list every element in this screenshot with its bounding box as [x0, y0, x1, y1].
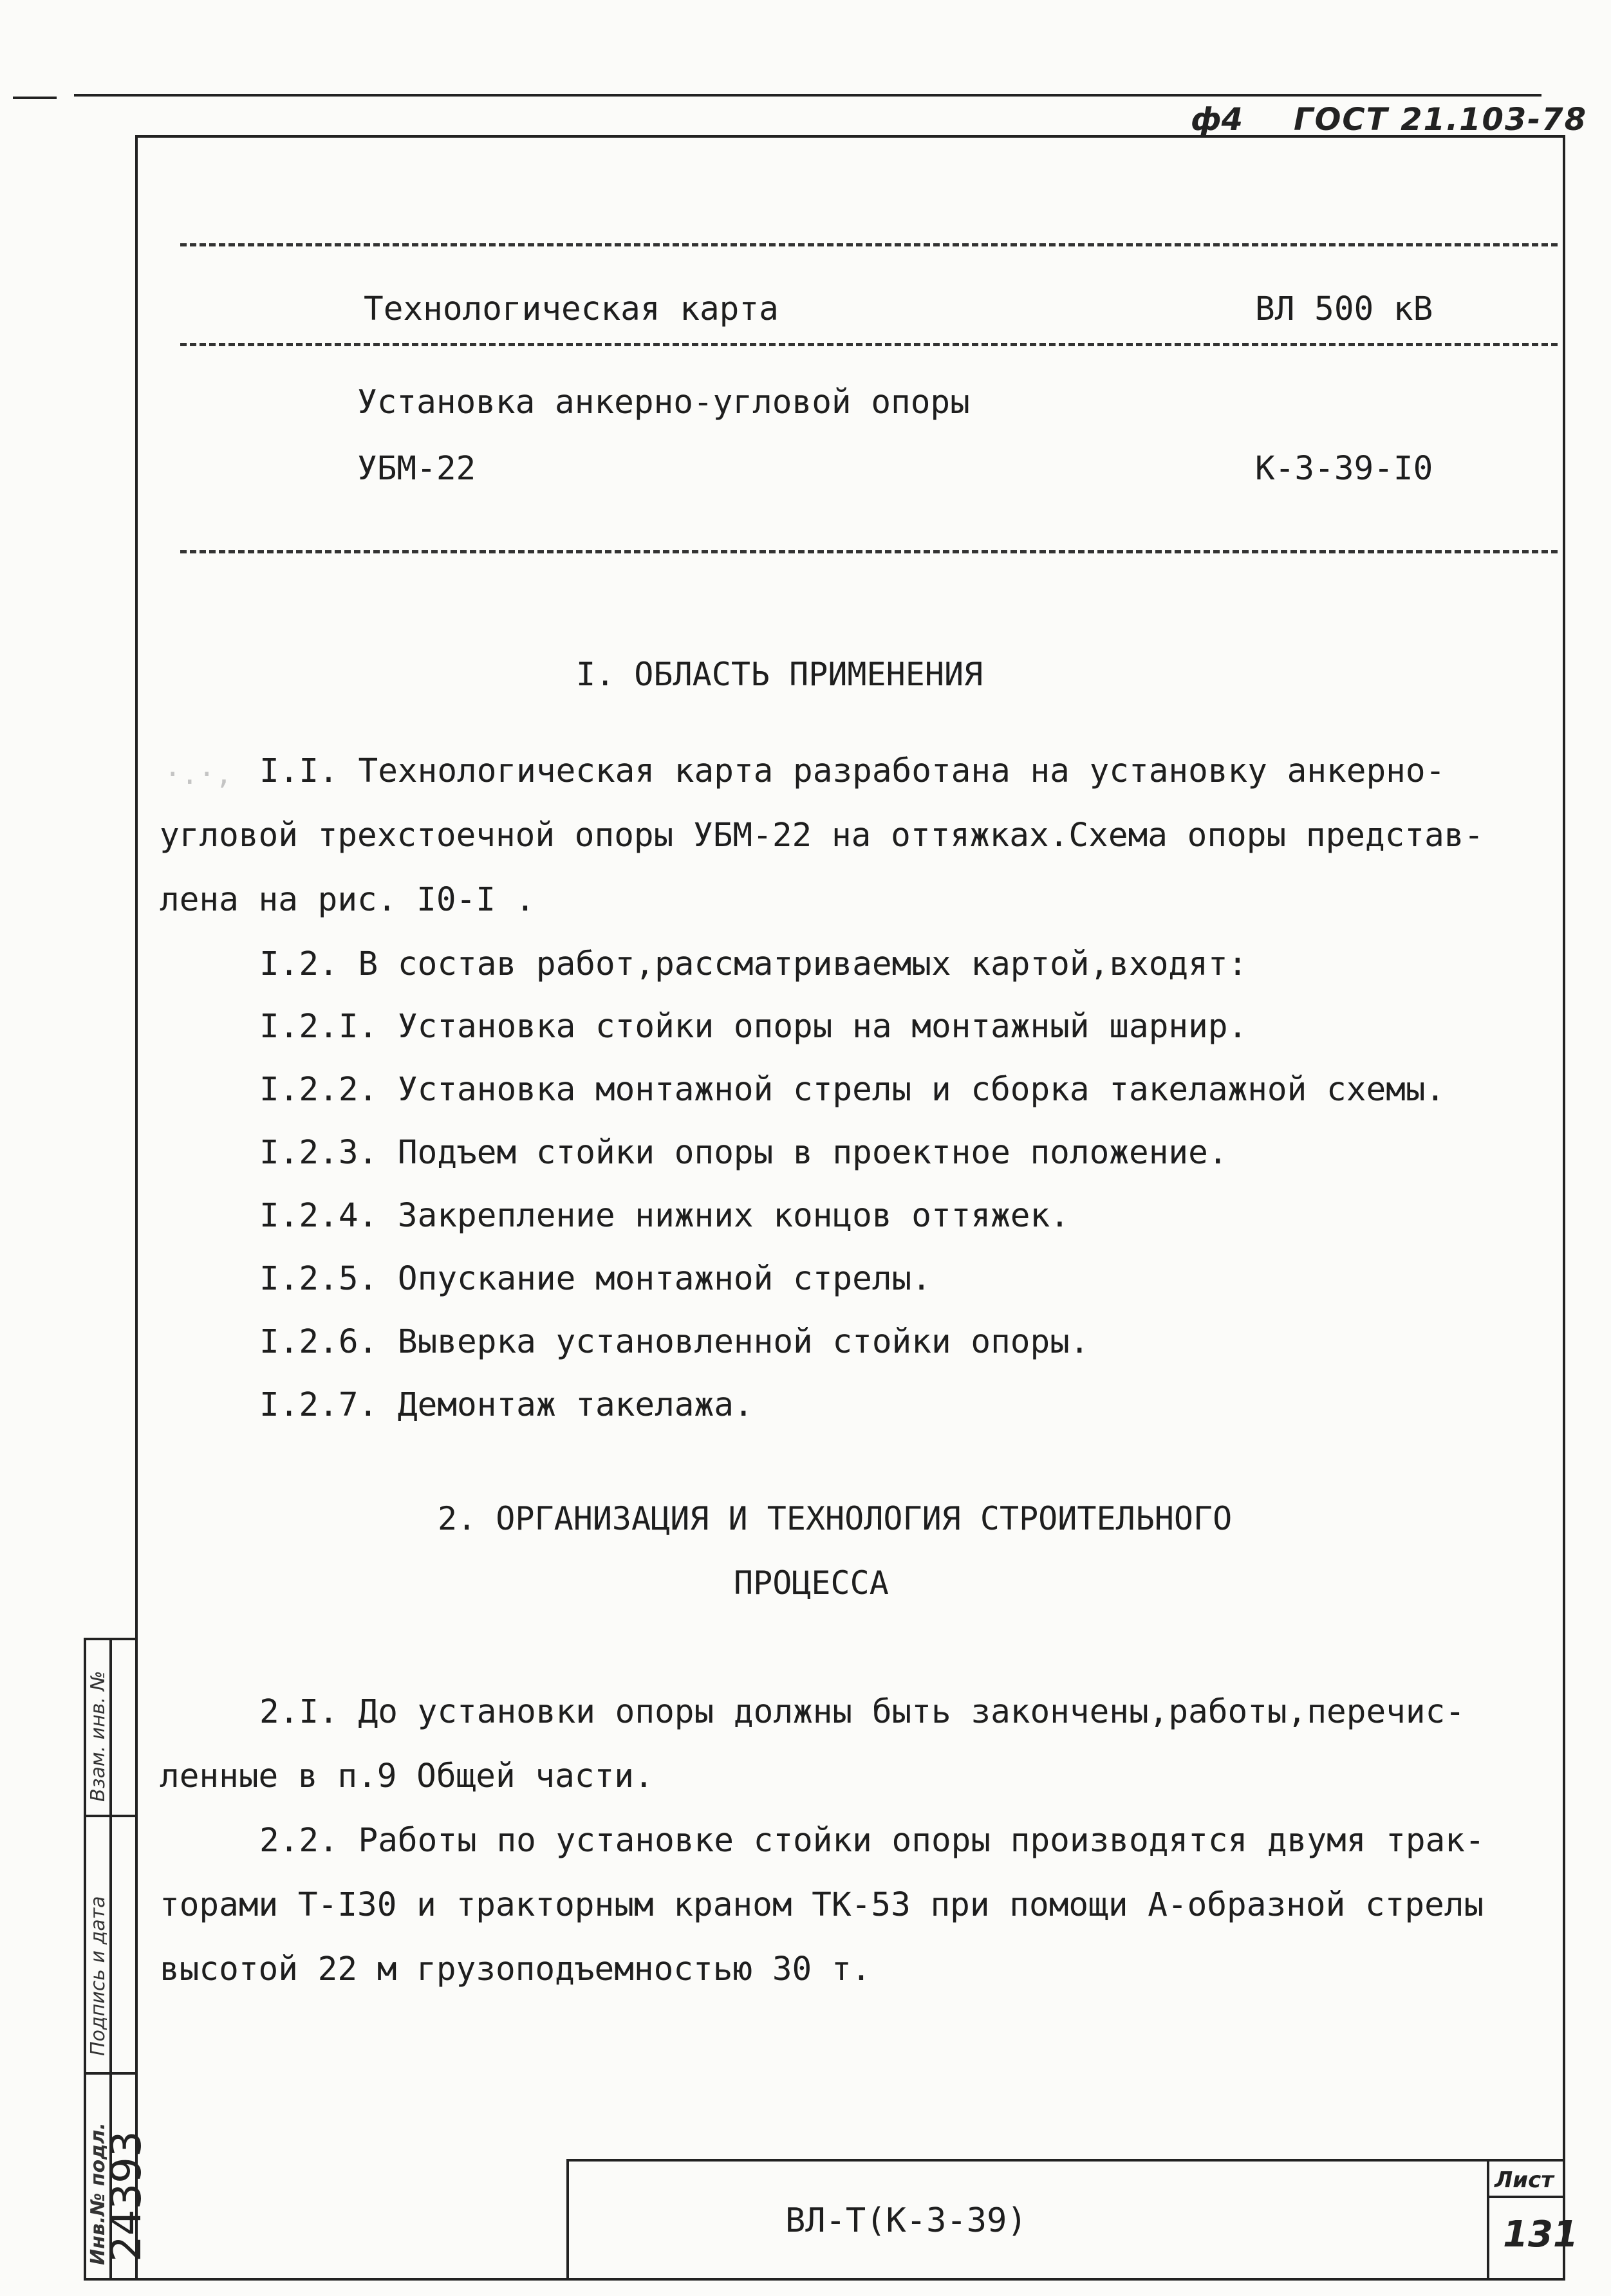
doc-title-line-2: УБМ-22 — [357, 450, 476, 488]
faint-item-mark: ·.·, — [164, 758, 232, 791]
list-item: I.2.7. Демонтаж такелажа. — [259, 1386, 754, 1424]
inv-number-value: 24393 — [103, 2131, 151, 2262]
sheet-label: Лист — [1495, 2167, 1554, 2193]
footer-block-top-border — [566, 2159, 1564, 2162]
body-line: I.I. Технологическая карта разработана на установку анкерно- — [259, 752, 1446, 790]
list-item: I.2.5. Опускание монтажной стрелы. — [259, 1260, 931, 1298]
header-dash-bottom — [180, 550, 1558, 553]
footer-block-left-border — [566, 2159, 569, 2278]
footer-doc-code: ВЛ-Т(К-3-39) — [785, 2201, 1027, 2240]
frame-right-border — [1563, 135, 1565, 2278]
sign-date-label: Подпись и дата — [87, 1896, 109, 2056]
body-line: лена на рис. I0-I . — [160, 881, 535, 919]
sheet-number: 131 — [1503, 2214, 1578, 2255]
body-line: 2.I. До установки опоры должны быть закончены,работы,перечис- — [259, 1693, 1465, 1731]
body-line: 2.2. Работы по установке стойки опоры производятся двумя трак- — [259, 1822, 1485, 1860]
list-item: I.2.I. Установка стойки опоры на монтажный шарнир. — [259, 1008, 1248, 1046]
list-item: I.2.2. Установка монтажной стрелы и сборка такелажной схемы. — [259, 1071, 1446, 1109]
inv-number-label: Инв.№ подл. — [87, 2122, 109, 2265]
section-2-heading-line-2: ПРОЦЕССА — [734, 1564, 889, 1602]
format-stamp: ф4 — [1191, 102, 1243, 138]
replace-inv-label: Взам. инв. № — [87, 1671, 109, 1802]
margin-stamp-rule — [84, 1638, 136, 1640]
top-frame-outer-line — [74, 94, 1541, 97]
body-line: I.2. В состав работ,рассматриваемых картой,входят: — [259, 945, 1248, 983]
footer-sheet-rule — [1487, 2196, 1564, 2198]
section-2-heading-line-1: 2. ОРГАНИЗАЦИЯ И ТЕХНОЛОГИЯ СТРОИТЕЛЬНОГО — [438, 1500, 1233, 1537]
margin-stamp-left-border — [84, 1638, 86, 2278]
body-line: торами Т-I30 и тракторным краном ТК-53 при помощи А-образной стрелы — [160, 1886, 1484, 1924]
margin-stamp-rule — [84, 2072, 136, 2075]
frame-bottom-border — [84, 2278, 1565, 2281]
top-edge-mark — [13, 97, 57, 99]
frame-left-border — [135, 135, 138, 2278]
voltage-label: ВЛ 500 кВ — [1255, 290, 1433, 328]
section-1-heading: I. ОБЛАСТЬ ПРИМЕНЕНИЯ — [576, 656, 983, 693]
body-line: ленные в п.9 Общей части. — [160, 1757, 654, 1795]
doc-type-label: Технологическая карта — [364, 290, 779, 328]
gost-stamp: ГОСТ 21.103-78 — [1294, 102, 1588, 138]
frame-top-border — [135, 135, 1565, 138]
list-item: I.2.6. Выверка установленной стойки опоры. — [259, 1323, 1090, 1361]
header-dash-middle — [180, 343, 1558, 346]
margin-stamp-rule — [84, 1815, 136, 1817]
header-dash-top — [180, 243, 1558, 246]
body-line: высотой 22 м грузоподъемностью 30 т. — [160, 1950, 871, 1988]
body-line: угловой трехстоечной опоры УБМ-22 на оттяжках.Схема опоры представ- — [160, 817, 1484, 855]
footer-sheet-divider — [1487, 2159, 1489, 2278]
list-item: I.2.4. Закрепление нижних концов оттяжек. — [259, 1197, 1070, 1235]
doc-title-line-1: Установка анкерно-угловой опоры — [357, 384, 970, 421]
list-item: I.2.3. Подъем стойки опоры в проектное положение. — [259, 1134, 1228, 1172]
card-code: К-3-39-I0 — [1255, 450, 1433, 488]
